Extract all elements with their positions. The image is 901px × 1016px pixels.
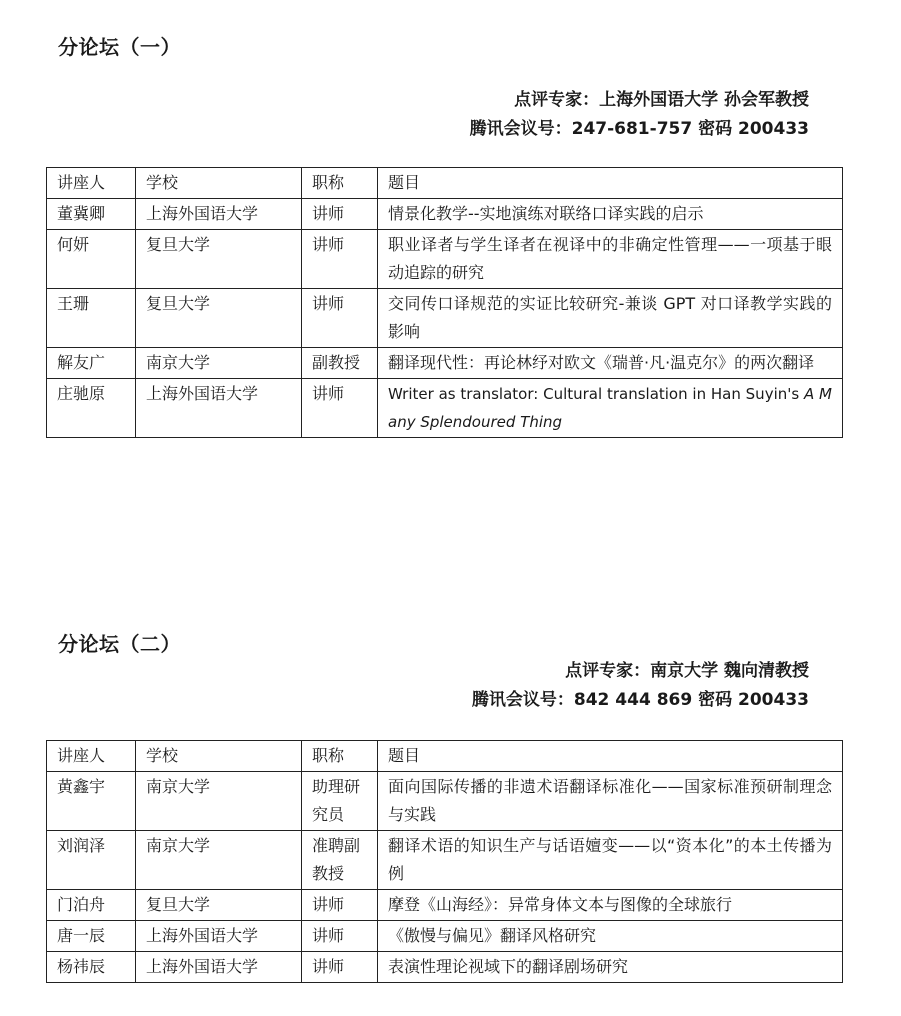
topic-cell: 交同传口译规范的实证比较研究-兼谈 GPT 对口译教学实践的影响 <box>378 289 843 348</box>
header-title: 职称 <box>302 168 378 199</box>
title-cell: 助理研究员 <box>302 772 378 831</box>
header-school: 学校 <box>136 168 302 199</box>
title-cell: 副教授 <box>302 348 378 379</box>
book-title-italic: A Many Splendoured Thing <box>388 385 832 431</box>
header-school: 学校 <box>136 741 302 772</box>
topic-cell: 翻译现代性：再论林纾对欧文《瑞普·凡·温克尔》的两次翻译 <box>378 348 843 379</box>
school-cell: 上海外国语大学 <box>136 921 302 952</box>
school-cell: 南京大学 <box>136 831 302 890</box>
title-cell: 讲师 <box>302 289 378 348</box>
topic-cell: 面向国际传播的非遗术语翻译标准化——国家标准预研制理念与实践 <box>378 772 843 831</box>
reviewer-info: 点评专家：上海外国语大学 孙会军教授 <box>514 90 809 110</box>
schedule-table <box>46 167 843 438</box>
table-row <box>47 772 843 831</box>
topic-cell: 职业译者与学生译者在视译中的非确定性管理——一项基于眼动追踪的研究 <box>378 230 843 289</box>
speaker-cell: 何妍 <box>47 230 136 289</box>
school-cell: 上海外国语大学 <box>136 379 302 438</box>
table-row <box>47 348 843 379</box>
speaker-cell: 刘润泽 <box>47 831 136 890</box>
header-topic: 题目 <box>378 168 843 199</box>
forum-title: 分论坛（一） <box>58 35 181 59</box>
school-cell: 复旦大学 <box>136 289 302 348</box>
header-speaker: 讲座人 <box>47 741 136 772</box>
meeting-info: 腾讯会议号：247-681-757 密码 200433 <box>469 119 809 139</box>
header-title: 职称 <box>302 741 378 772</box>
speaker-cell: 庄驰原 <box>47 379 136 438</box>
speaker-cell: 解友广 <box>47 348 136 379</box>
table-row <box>47 230 843 289</box>
table-row <box>47 199 843 230</box>
reviewer-info: 点评专家：南京大学 魏向清教授 <box>565 661 809 681</box>
school-cell: 上海外国语大学 <box>136 199 302 230</box>
title-cell: 讲师 <box>302 952 378 983</box>
table-row <box>47 289 843 348</box>
topic-cell: 表演性理论视域下的翻译剧场研究 <box>378 952 843 983</box>
school-cell: 上海外国语大学 <box>136 952 302 983</box>
table-row <box>47 379 843 438</box>
topic-cell <box>378 379 843 438</box>
speaker-cell: 王珊 <box>47 289 136 348</box>
topic-cell: 情景化教学--实地演练对联络口译实践的启示 <box>378 199 843 230</box>
forum-title: 分论坛（二） <box>58 632 181 656</box>
title-cell: 讲师 <box>302 890 378 921</box>
title-cell: 讲师 <box>302 199 378 230</box>
meeting-info: 腾讯会议号：842 444 869 密码 200433 <box>471 690 809 710</box>
table-row <box>47 831 843 890</box>
speaker-cell: 唐一辰 <box>47 921 136 952</box>
schedule-table <box>46 740 843 983</box>
table-row <box>47 921 843 952</box>
title-cell: 讲师 <box>302 921 378 952</box>
school-cell: 复旦大学 <box>136 890 302 921</box>
title-cell: 讲师 <box>302 230 378 289</box>
table-header-row <box>47 168 843 199</box>
table-header-row <box>47 741 843 772</box>
speaker-cell: 杨祎辰 <box>47 952 136 983</box>
speaker-cell: 董冀卿 <box>47 199 136 230</box>
topic-cell: 翻译术语的知识生产与话语嬗变——以“资本化”的本土传播为例 <box>378 831 843 890</box>
table-row <box>47 890 843 921</box>
school-cell: 南京大学 <box>136 348 302 379</box>
speaker-cell: 黄鑫宇 <box>47 772 136 831</box>
school-cell: 南京大学 <box>136 772 302 831</box>
header-topic: 题目 <box>378 741 843 772</box>
header-speaker: 讲座人 <box>47 168 136 199</box>
topic-cell: 摩登《山海经》：异常身体文本与图像的全球旅行 <box>378 890 843 921</box>
school-cell: 复旦大学 <box>136 230 302 289</box>
topic-text: Writer as translator: Cultural translation in Han Suyin's <box>388 385 804 403</box>
title-cell: 讲师 <box>302 379 378 438</box>
title-cell: 准聘副教授 <box>302 831 378 890</box>
topic-cell: 《傲慢与偏见》翻译风格研究 <box>378 921 843 952</box>
speaker-cell: 门泊舟 <box>47 890 136 921</box>
table-row <box>47 952 843 983</box>
